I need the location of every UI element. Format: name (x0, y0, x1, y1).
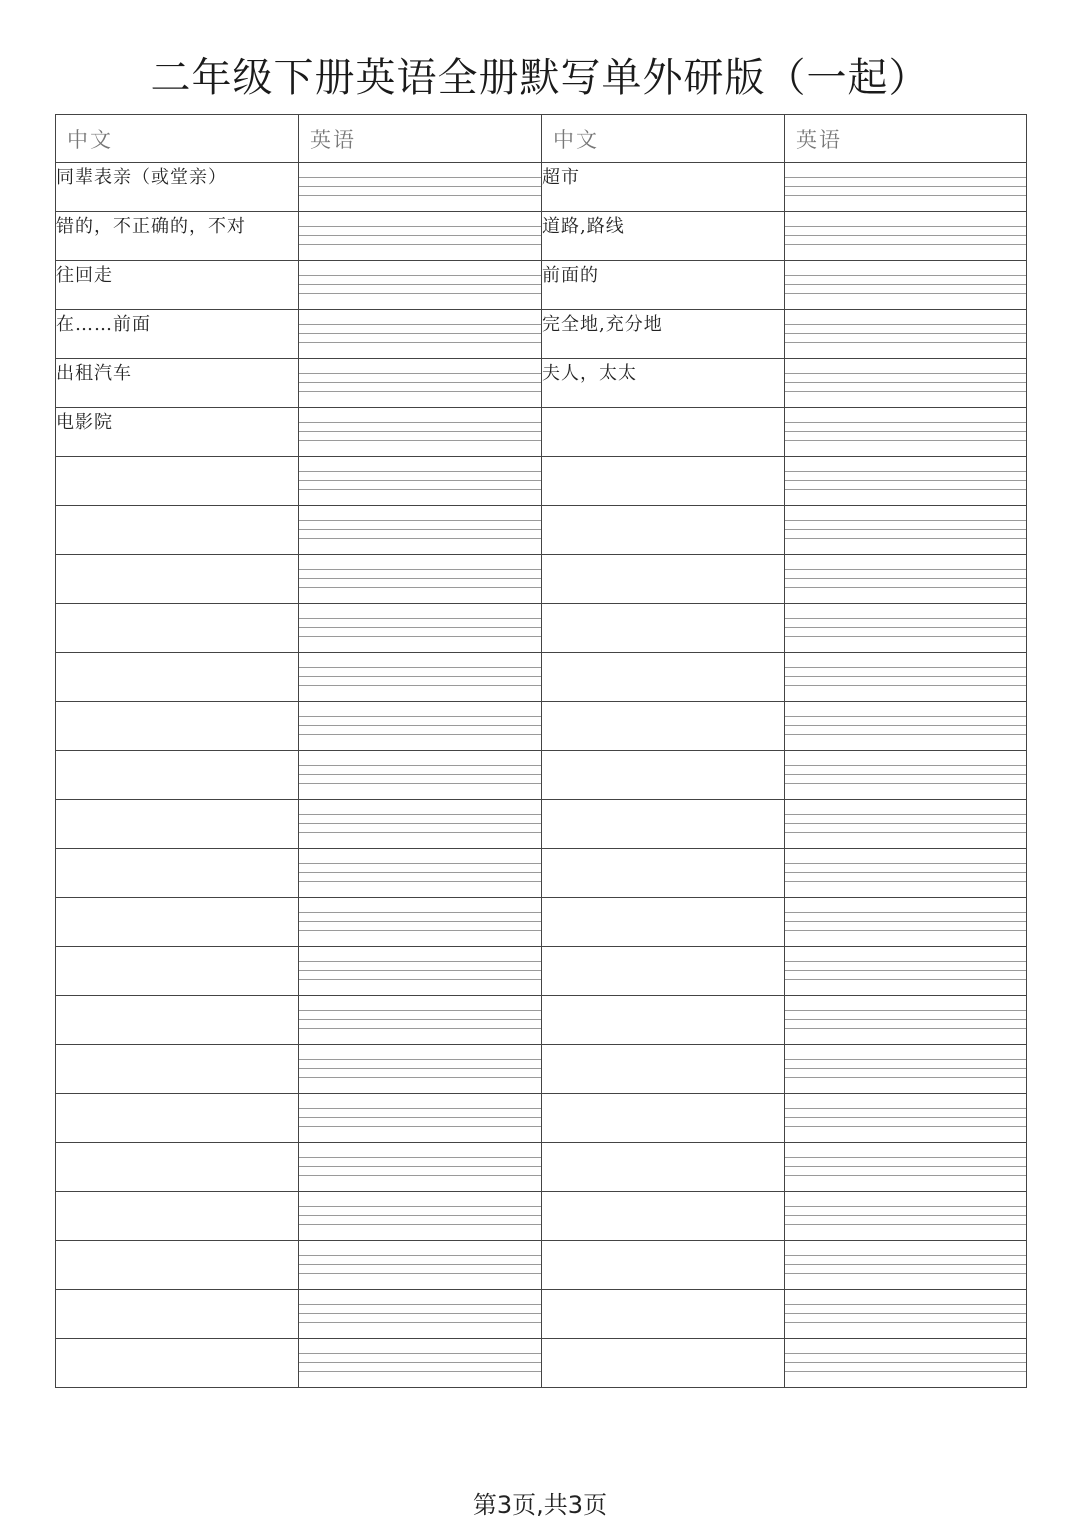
english-answer-field-right[interactable] (785, 408, 1027, 457)
table-row (56, 310, 1027, 359)
table-row (56, 898, 1027, 947)
chinese-cell-left (56, 604, 299, 653)
table-row (56, 212, 1027, 261)
english-answer-field-left[interactable] (299, 1192, 542, 1241)
chinese-cell-right: 前面的 (542, 261, 785, 310)
chinese-cell-left (56, 457, 299, 506)
chinese-cell-right: 超市 (542, 163, 785, 212)
table-row (56, 604, 1027, 653)
english-answer-field-left[interactable] (299, 898, 542, 947)
table-row (56, 996, 1027, 1045)
chinese-cell-right (542, 653, 785, 702)
english-answer-field-right[interactable] (785, 849, 1027, 898)
english-answer-field-left[interactable] (299, 163, 542, 212)
english-answer-field-left[interactable] (299, 408, 542, 457)
english-answer-field-right[interactable] (785, 898, 1027, 947)
english-answer-field-left[interactable] (299, 457, 542, 506)
chinese-cell-right (542, 996, 785, 1045)
table-row (56, 1241, 1027, 1290)
column-header-english-left: 英语 (299, 115, 542, 163)
chinese-cell-left (56, 751, 299, 800)
english-answer-field-right[interactable] (785, 506, 1027, 555)
english-answer-field-right[interactable] (785, 212, 1027, 261)
table-row (56, 555, 1027, 604)
chinese-cell-right (542, 408, 785, 457)
table-row (56, 359, 1027, 408)
chinese-cell-right (542, 1094, 785, 1143)
chinese-cell-right (542, 898, 785, 947)
english-answer-field-right[interactable] (785, 1192, 1027, 1241)
chinese-cell-left (56, 1339, 299, 1388)
column-header-english-right: 英语 (785, 115, 1027, 163)
chinese-cell-right (542, 800, 785, 849)
chinese-cell-left: 电影院 (56, 408, 299, 457)
table-row (56, 1094, 1027, 1143)
table-row (56, 1192, 1027, 1241)
table-row (56, 653, 1027, 702)
page-title: 二年级下册英语全册默写单外研版（一起） (150, 55, 930, 101)
chinese-cell-left: 错的，不正确的，不对 (56, 212, 299, 261)
english-answer-field-left[interactable] (299, 310, 542, 359)
english-answer-field-left[interactable] (299, 1045, 542, 1094)
chinese-cell-right (542, 702, 785, 751)
chinese-cell-right (542, 751, 785, 800)
table-row (56, 1045, 1027, 1094)
chinese-cell-left (56, 653, 299, 702)
english-answer-field-right[interactable] (785, 996, 1027, 1045)
english-answer-field-right[interactable] (785, 457, 1027, 506)
chinese-cell-left (56, 506, 299, 555)
english-answer-field-right[interactable] (785, 555, 1027, 604)
table-row (56, 1339, 1027, 1388)
english-answer-field-left[interactable] (299, 849, 542, 898)
chinese-cell-right (542, 1192, 785, 1241)
english-answer-field-right[interactable] (785, 310, 1027, 359)
english-answer-field-right[interactable] (785, 702, 1027, 751)
english-answer-field-left[interactable] (299, 1290, 542, 1339)
chinese-cell-right (542, 1241, 785, 1290)
table-row (56, 800, 1027, 849)
english-answer-field-left[interactable] (299, 996, 542, 1045)
english-answer-field-right[interactable] (785, 1045, 1027, 1094)
chinese-cell-left: 出租汽车 (56, 359, 299, 408)
chinese-cell-left: 在……前面 (56, 310, 299, 359)
english-answer-field-left[interactable] (299, 653, 542, 702)
english-answer-field-right[interactable] (785, 800, 1027, 849)
chinese-cell-right (542, 506, 785, 555)
column-header-chinese-left: 中文 (56, 115, 299, 163)
table-row (56, 408, 1027, 457)
chinese-cell-right (542, 1143, 785, 1192)
english-answer-field-left[interactable] (299, 506, 542, 555)
english-answer-field-left[interactable] (299, 800, 542, 849)
table-header-row (56, 115, 1027, 163)
column-header-chinese-right: 中文 (542, 115, 785, 163)
chinese-cell-right (542, 947, 785, 996)
english-answer-field-right[interactable] (785, 359, 1027, 408)
english-answer-field-right[interactable] (785, 261, 1027, 310)
english-answer-field-left[interactable] (299, 604, 542, 653)
table-row (56, 1290, 1027, 1339)
chinese-cell-right (542, 604, 785, 653)
english-answer-field-left[interactable] (299, 1143, 542, 1192)
english-answer-field-right[interactable] (785, 653, 1027, 702)
english-answer-field-left[interactable] (299, 1339, 542, 1388)
table-row (56, 261, 1027, 310)
table-row (56, 702, 1027, 751)
table-row (56, 457, 1027, 506)
table-row (56, 506, 1027, 555)
english-answer-field-left[interactable] (299, 1241, 542, 1290)
chinese-cell-right: 夫人，太太 (542, 359, 785, 408)
english-answer-field-right[interactable] (785, 751, 1027, 800)
table-row (56, 1143, 1027, 1192)
chinese-cell-left (56, 1241, 299, 1290)
table-row (56, 947, 1027, 996)
chinese-cell-left: 同辈表亲（或堂亲） (56, 163, 299, 212)
english-answer-field-left[interactable] (299, 212, 542, 261)
chinese-cell-left (56, 1094, 299, 1143)
english-answer-field-left[interactable] (299, 947, 542, 996)
chinese-cell-left (56, 555, 299, 604)
chinese-cell-right (542, 457, 785, 506)
chinese-cell-right: 道路,路线 (542, 212, 785, 261)
table-row (56, 849, 1027, 898)
chinese-cell-right (542, 1339, 785, 1388)
table-row (56, 163, 1027, 212)
chinese-cell-left (56, 1192, 299, 1241)
english-answer-field-right[interactable] (785, 1143, 1027, 1192)
english-answer-field-right[interactable] (785, 1290, 1027, 1339)
english-answer-field-right[interactable] (785, 947, 1027, 996)
chinese-cell-right (542, 849, 785, 898)
chinese-cell-left (56, 1045, 299, 1094)
chinese-cell-left (56, 996, 299, 1045)
english-answer-field-left[interactable] (299, 1094, 542, 1143)
chinese-cell-left (56, 1290, 299, 1339)
english-answer-field-left[interactable] (299, 751, 542, 800)
english-answer-field-left[interactable] (299, 261, 542, 310)
dictation-table (55, 114, 1027, 1388)
chinese-cell-left (56, 947, 299, 996)
table-row (56, 751, 1027, 800)
chinese-cell-right: 完全地,充分地 (542, 310, 785, 359)
chinese-cell-left (56, 849, 299, 898)
english-answer-field-right[interactable] (785, 1094, 1027, 1143)
chinese-cell-left: 往回走 (56, 261, 299, 310)
chinese-cell-left (56, 702, 299, 751)
english-answer-field-right[interactable] (785, 1339, 1027, 1388)
english-answer-field-right[interactable] (785, 163, 1027, 212)
chinese-cell-right (542, 1290, 785, 1339)
chinese-cell-left (56, 1143, 299, 1192)
english-answer-field-right[interactable] (785, 604, 1027, 653)
page-number: 第3页,共3页 (472, 1491, 608, 1519)
chinese-cell-right (542, 555, 785, 604)
english-answer-field-right[interactable] (785, 1241, 1027, 1290)
chinese-cell-left (56, 898, 299, 947)
english-answer-field-left[interactable] (299, 555, 542, 604)
english-answer-field-left[interactable] (299, 702, 542, 751)
chinese-cell-left (56, 800, 299, 849)
english-answer-field-left[interactable] (299, 359, 542, 408)
chinese-cell-right (542, 1045, 785, 1094)
